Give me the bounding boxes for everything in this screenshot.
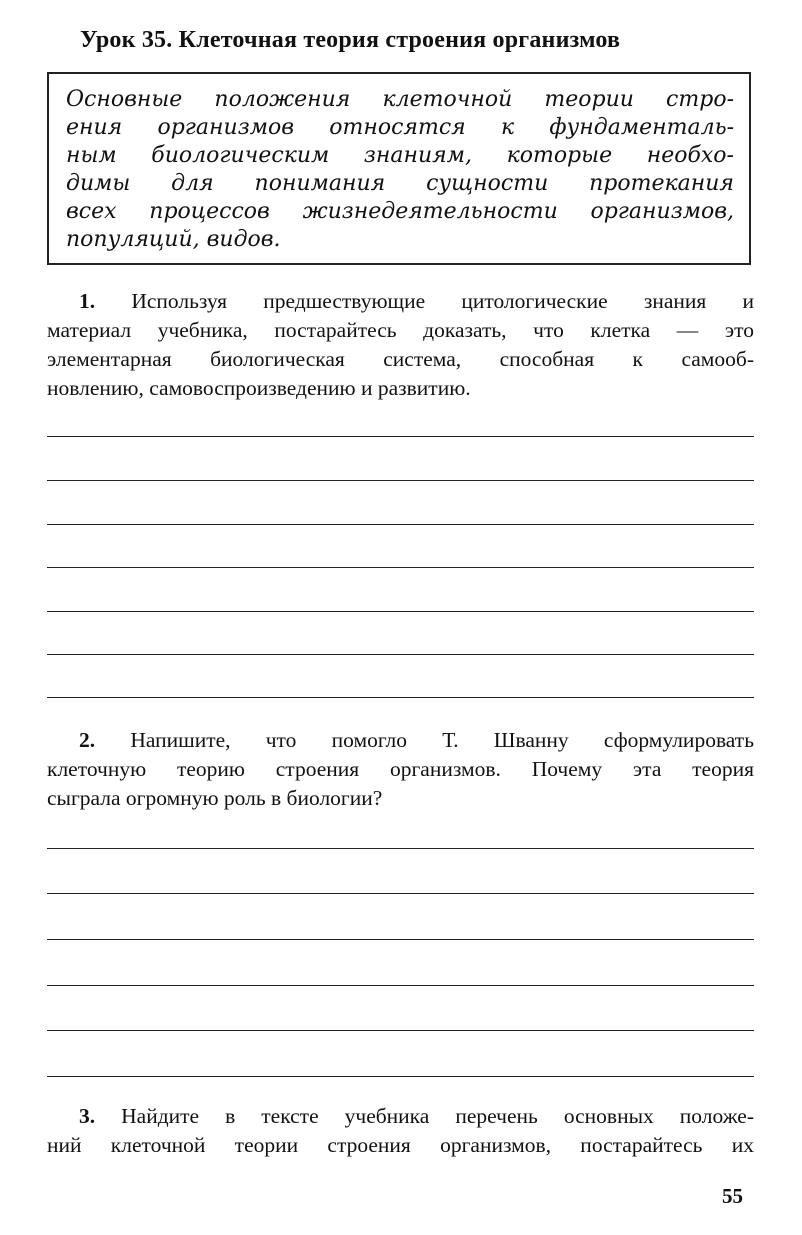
task-number: 3. [79, 1104, 96, 1128]
intro-line: димы для понимания сущности протекания [66, 171, 734, 196]
task-line: ний клеточной теории строения организмов, постарайтесь их [47, 1133, 754, 1157]
lesson-title: Урок 35. Клеточная теория строения организмов [80, 27, 621, 53]
intro-line: ным биологическим знаниям, которые необхо- [66, 143, 734, 168]
task-line [47, 287, 754, 316]
answer-line[interactable] [47, 1030, 754, 1031]
answer-line[interactable] [47, 893, 754, 894]
task-line: новлению, самовоспроизведению и развитию. [47, 376, 471, 400]
task-text: Найдите в тексте учебника перечень основных положе- [121, 1104, 754, 1128]
answer-line[interactable] [47, 1076, 754, 1077]
answer-line[interactable] [47, 985, 754, 986]
task-number: 2. [79, 728, 96, 752]
intro-line: всех процессов жизнедеятельности организмов, [66, 199, 734, 224]
task-line: материал учебника, постарайтесь доказать, что клетка — это [47, 318, 754, 342]
answer-line[interactable] [47, 567, 754, 568]
answer-line[interactable] [47, 436, 754, 437]
task-line [47, 1102, 754, 1131]
answer-line[interactable] [47, 654, 754, 655]
task-line: элементарная биологическая система, способная к самооб- [47, 347, 754, 371]
answer-line[interactable] [47, 524, 754, 525]
answer-line[interactable] [47, 939, 754, 940]
answer-line[interactable] [47, 480, 754, 481]
answer-line[interactable] [47, 848, 754, 849]
task-number: 1. [79, 289, 96, 313]
intro-line: популяций, видов. [66, 227, 281, 252]
task-text: Напишите, что помогло Т. Шванну сформулировать [130, 728, 754, 752]
task-line [47, 726, 754, 755]
task-3 [47, 1102, 754, 1160]
task-line: сыграла огромную роль в биологии? [47, 786, 383, 810]
intro-line: Основные положения клеточной теории стро- [66, 87, 734, 112]
task-text: Используя предшествующие цитологические знания и [131, 289, 754, 313]
task-line: клеточную теорию строения организмов. Почему эта теория [47, 757, 754, 781]
page-number: 55 [722, 1184, 743, 1208]
intro-line: ения организмов относятся к фундаменталь- [66, 115, 734, 140]
answer-line[interactable] [47, 697, 754, 698]
task-1 [47, 287, 754, 403]
answer-line[interactable] [47, 611, 754, 612]
task-2 [47, 726, 754, 813]
